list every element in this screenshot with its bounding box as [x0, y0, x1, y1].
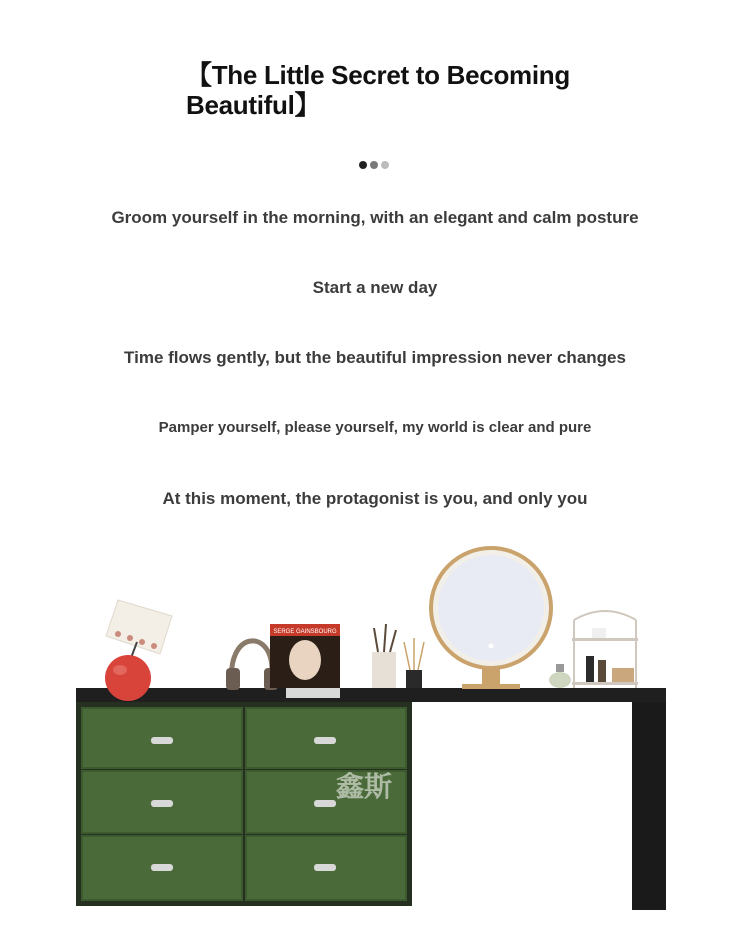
carousel-dot-1[interactable] [359, 161, 367, 169]
album-frame [270, 624, 340, 698]
carousel-indicator [359, 161, 389, 169]
desk-top [76, 688, 666, 702]
tray-stand [549, 611, 638, 688]
copy-line-2: Start a new day [312, 278, 438, 297]
copy-line-1: Groom yourself in the morning, with an elegant and calm posture [111, 208, 639, 227]
carousel-dot-3[interactable] [381, 161, 389, 169]
brush-holder [372, 624, 424, 688]
round-mirror [431, 548, 551, 689]
album-title: SERGE GAINSBOURG [273, 629, 337, 635]
page-title: 【The Little Secret to Becoming Beautiful】 [186, 60, 570, 120]
desk-leg [632, 702, 666, 910]
lamp [105, 600, 172, 701]
copy-line-3: Time flows gently, but the beautiful impression never changes [124, 348, 626, 367]
carousel-dot-2[interactable] [370, 161, 378, 169]
product-photo [0, 530, 750, 948]
watermark: 鑫斯 [336, 770, 393, 803]
drawer-cabinet [76, 702, 412, 906]
copy-line-4: Pamper yourself, please yourself, my world is clear and pure [158, 419, 592, 436]
copy-line-5: At this moment, the protagonist is you, and only you [162, 489, 588, 508]
